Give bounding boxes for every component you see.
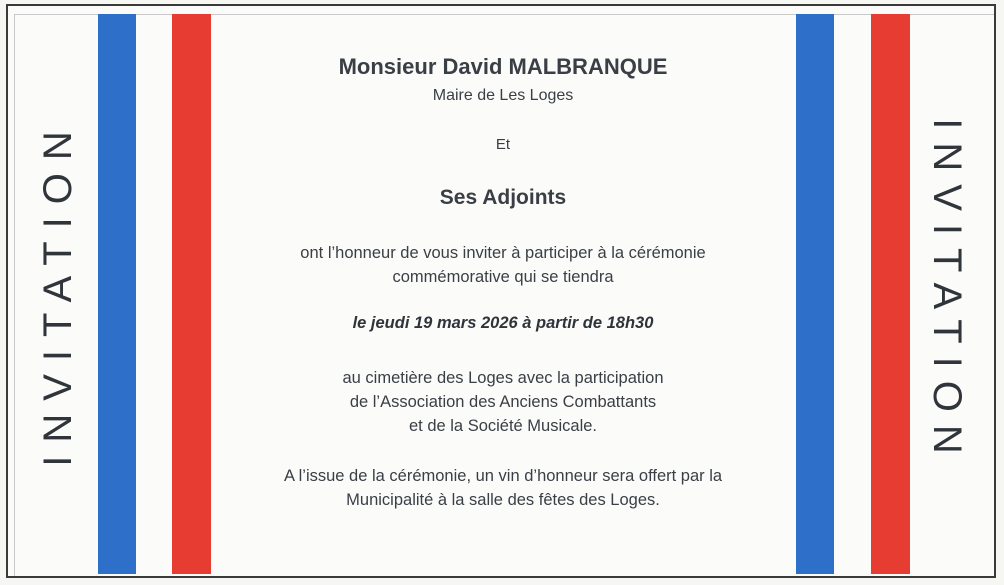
host-title: Maire de Les Loges bbox=[432, 87, 574, 104]
closing-line: A l’issue de la cérémonie, un vin d’honneur sera offert par la bbox=[283, 467, 723, 485]
location-text bbox=[212, 366, 794, 438]
conjunction: Et bbox=[495, 136, 511, 153]
event-date: le jeudi 19 mars 2026 à partir de 18h30 bbox=[352, 314, 654, 332]
invitation-text bbox=[212, 241, 794, 289]
location-line: et de la Société Musicale. bbox=[408, 417, 598, 435]
right-side-label bbox=[916, 0, 976, 585]
location-line: au cimetière des Loges avec la participation bbox=[342, 369, 664, 387]
closing-text bbox=[212, 464, 794, 512]
location-line: de l’Association des Anciens Combattants bbox=[349, 393, 657, 411]
left-red-stripe bbox=[172, 14, 211, 574]
invitation-line: ont l’honneur de vous inviter à participer à la cérémonie bbox=[300, 244, 706, 262]
left-side-label-text: INVITATION bbox=[35, 118, 80, 467]
right-red-stripe bbox=[871, 14, 910, 574]
left-side-label bbox=[28, 0, 88, 585]
right-blue-stripe bbox=[796, 14, 834, 574]
left-blue-stripe bbox=[98, 14, 136, 574]
right-side-label-text: INVITATION bbox=[924, 118, 969, 467]
co-hosts: Ses Adjoints bbox=[439, 186, 567, 209]
invitation-line: commémorative qui se tiendra bbox=[392, 268, 614, 286]
host-name: Monsieur David MALBRANQUE bbox=[338, 54, 668, 79]
closing-line: Municipalité à la salle des fêtes des Loges. bbox=[346, 491, 660, 509]
